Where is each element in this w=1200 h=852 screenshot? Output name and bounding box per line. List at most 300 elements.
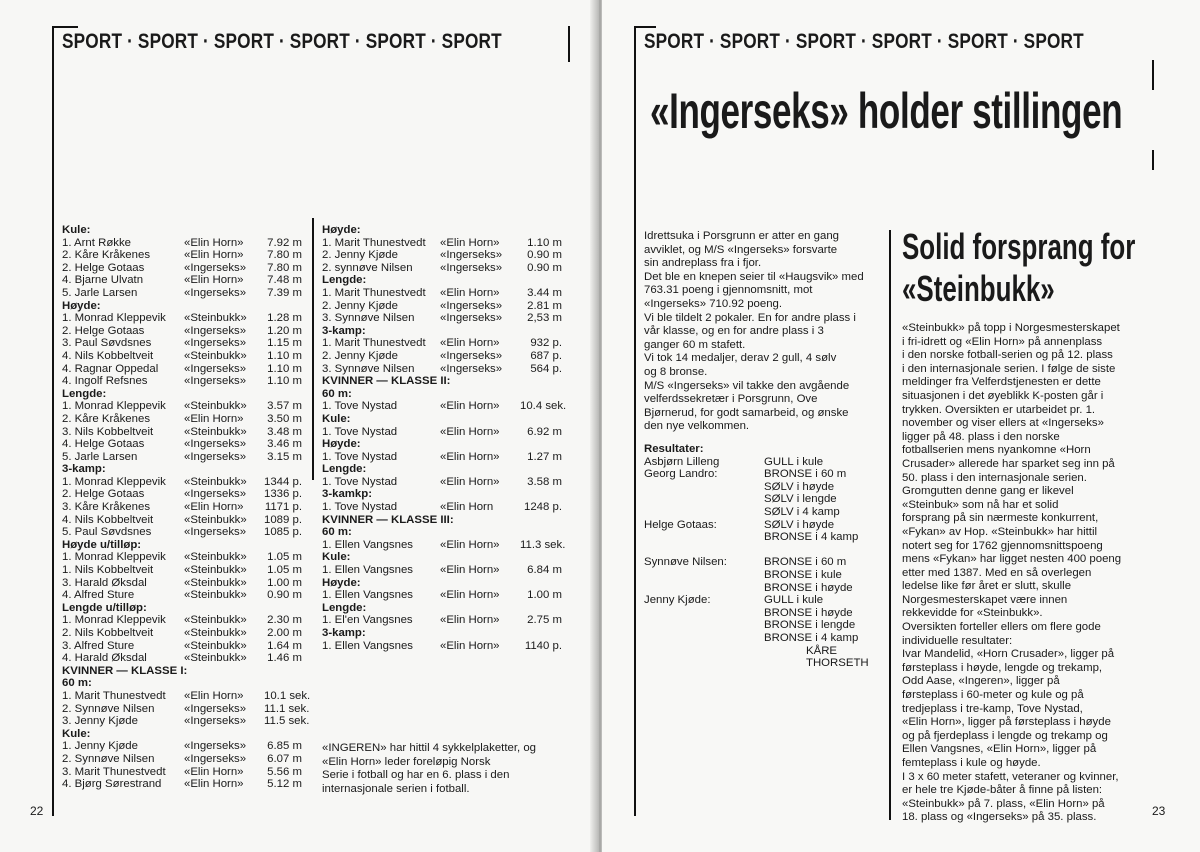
athlete-name: 3. Synnøve Nilsen xyxy=(322,312,415,325)
side-article-line: Crusader» allerede har sparket seg inn på xyxy=(902,457,1115,470)
athlete-name: 2. Synnøve Nilsen xyxy=(62,702,155,715)
team-name: «Steinbukk» xyxy=(184,614,247,627)
results-column-1 xyxy=(62,224,311,791)
result-row xyxy=(322,564,562,577)
medal-result: BRONSE i høyde xyxy=(764,581,853,594)
athlete-name: 1. Monrad Kleppevik xyxy=(62,312,166,325)
side-article-line: forsprang på sin nærmeste konkurrent, xyxy=(902,512,1099,525)
team-name: «Elin Horn» xyxy=(184,501,244,514)
team-name: «Steinbukk» xyxy=(184,349,247,362)
team-name: «Elin Horn» xyxy=(440,475,500,488)
result-value: 3.50 m xyxy=(267,412,302,425)
result-value: 1.28 m xyxy=(267,312,302,325)
section-heading: KVINNER — KLASSE I: xyxy=(62,664,188,677)
article-line: Det ble en knepen seier til «Haugsvik» med xyxy=(644,270,864,283)
team-name: «Ingerseks» xyxy=(184,337,247,350)
side-title-line-2: «Steinbukk» xyxy=(902,268,1055,309)
medal-result: BRONSE i lengde xyxy=(764,619,856,632)
article-line: Vi ble tildelt 2 pokaler. En for andre plass i xyxy=(644,311,856,324)
result-value: 2,53 m xyxy=(527,312,562,325)
result-value: 0.90 m xyxy=(527,249,562,262)
athlete-name: 1. El'en Vangsnes xyxy=(322,614,413,627)
side-article-line: i fri-idrett og «Elin Horn» på annenplass xyxy=(902,335,1103,348)
medal-result: SØLV i høyde xyxy=(764,480,835,493)
result-value: 7.80 m xyxy=(267,261,302,274)
team-name: «Elin Horn» xyxy=(440,538,500,551)
result-row xyxy=(322,640,562,653)
result-row xyxy=(62,740,302,753)
team-name: «Ingerseks» xyxy=(184,702,247,715)
team-name: «Elin Horn» xyxy=(440,639,500,652)
athlete-name: 4. Ragnar Oppedal xyxy=(62,362,159,375)
team-name: «Steinbukk» xyxy=(184,589,247,602)
result-value: 564 p. xyxy=(530,362,562,375)
result-value: 2.00 m xyxy=(267,627,302,639)
medal-result: BRONSE i kule xyxy=(764,568,842,581)
medalist-name: Jenny Kjøde: xyxy=(644,594,711,607)
side-title-line-1: Solid forsprang for xyxy=(902,226,1136,267)
athlete-name: 1. Tove Nystad xyxy=(322,400,398,413)
athlete-name: 2. Kåre Kråkenes xyxy=(62,412,151,425)
team-name: «Elin Horn» xyxy=(184,765,244,778)
athlete-name: 4. Nils Kobbeltveit xyxy=(62,349,154,362)
team-name: «Steinbukk» xyxy=(184,564,247,577)
team-name: «Ingerseks» xyxy=(184,375,247,388)
result-row xyxy=(62,363,302,376)
left-page xyxy=(0,0,598,852)
side-article-line: notert seg for 1762 gjennomsnittspoeng xyxy=(902,539,1103,552)
athlete-name: 2. Jenny Kjøde xyxy=(322,349,398,362)
side-article-line: Gromgutten denne gang er likevel xyxy=(902,485,1074,498)
section-heading: Lengde: xyxy=(62,387,107,400)
result-value: 7.80 m xyxy=(267,249,302,262)
section-heading: 3-kamp: xyxy=(62,463,106,476)
result-row xyxy=(322,538,566,552)
medalist-name xyxy=(644,531,764,544)
result-row xyxy=(62,287,302,300)
medal-row xyxy=(644,506,894,519)
result-value: 1336 p. xyxy=(264,488,303,501)
side-article-line: fotballserien mens nyankomne «Horn xyxy=(902,444,1091,457)
team-name: «Elin Horn» xyxy=(184,274,244,287)
medal-row xyxy=(644,607,894,620)
athlete-name: 3. Kåre Kråkenes xyxy=(62,501,151,514)
result-value: 3.46 m xyxy=(267,438,302,451)
athlete-name: 1. Monrad Kleppevik xyxy=(62,614,166,627)
result-value: 7.48 m xyxy=(267,274,302,287)
team-name: «Elin Horn xyxy=(440,501,494,514)
team-name: «Ingerseks» xyxy=(184,324,247,337)
medalist-name xyxy=(644,481,764,494)
team-name: «Steinbukk» xyxy=(184,312,247,325)
section-heading: Kule: xyxy=(62,727,91,740)
footnote-line: «Elin Horn» leder foreløpig Norsk xyxy=(322,755,491,768)
result-row xyxy=(62,375,302,388)
result-row xyxy=(322,287,562,300)
athlete-name: 1. Ellen Vangsnes xyxy=(322,564,413,577)
result-value: 7.39 m xyxy=(267,286,302,299)
article-headline: «Ingerseks» holder stillingen xyxy=(650,83,1123,139)
athlete-name: 4. Ingolf Refsnes xyxy=(62,375,148,388)
result-value: 1085 p. xyxy=(264,526,303,539)
section-heading: 60 m: xyxy=(322,526,352,539)
team-name: «Ingerseks» xyxy=(184,438,247,451)
team-name: «Steinbukk» xyxy=(184,627,247,639)
left-border-line xyxy=(52,26,54,816)
team-name: «Ingerseks» xyxy=(184,450,247,463)
result-row xyxy=(322,614,562,627)
athlete-name: 3. Alfred Sture xyxy=(62,639,135,652)
team-name: «Elin Horn» xyxy=(440,286,500,299)
medal-result: BRONSE i høyde xyxy=(764,606,853,619)
team-name: «Elin Horn» xyxy=(440,236,500,249)
result-row xyxy=(62,589,302,602)
side-article-line: i den internasjonale serien. I følge de siste xyxy=(902,362,1116,375)
section-heading: Høyde u/tilløp: xyxy=(62,538,142,551)
side-article-line: «Elin Horn», ligger på førsteplass i høyde xyxy=(902,716,1111,729)
side-article-line: førsteplass i høyde, lengde og trekamp, xyxy=(902,661,1103,674)
side-article-line: «Steinbukk» på topp i Norgesmesterskapet xyxy=(902,322,1120,334)
result-row xyxy=(62,689,311,703)
side-article-title xyxy=(902,226,1135,310)
result-value: 1.10 m xyxy=(527,236,562,249)
results-list xyxy=(644,456,894,645)
athlete-name: 2. synnøve Nilsen xyxy=(322,261,413,274)
article-line: sin andreplass fra i fjor. xyxy=(644,257,762,270)
athlete-name: 1. Monrad Kleppevik xyxy=(62,475,166,488)
athlete-name: 5. Jarle Larsen xyxy=(62,286,138,299)
athlete-name: 3. Jenny Kjøde xyxy=(62,715,138,728)
section-heading: KVINNER — KLASSE III: xyxy=(322,513,454,526)
section-heading: Høyde: xyxy=(322,576,361,589)
result-row xyxy=(62,400,302,413)
medalist-name xyxy=(644,544,764,557)
side-article-line: rekkevidde for «Steinbukk». xyxy=(902,607,1043,620)
section-heading: Lengde: xyxy=(322,274,367,287)
result-value: 5.56 m xyxy=(267,765,302,778)
right-page xyxy=(602,0,1200,852)
article-line: vår klasse, og en for andre plass i 3 xyxy=(644,325,824,338)
section-header: SPORT · SPORT · SPORT · SPORT · SPORT · SPORT xyxy=(644,30,1084,53)
section-heading: Lengde u/tilløp: xyxy=(62,601,147,614)
side-article-line: meldinger fra Velferdstjenesten er dette xyxy=(902,376,1101,389)
result-value: 3.44 m xyxy=(527,286,562,299)
result-row xyxy=(62,551,302,564)
medal-result: BRONSE i 60 m xyxy=(764,468,847,481)
section-heading: 3-kamkp: xyxy=(322,488,373,501)
result-value: 10.4 sek. xyxy=(520,400,567,413)
article-line: Idrettsuka i Porsgrunn er atter en gang xyxy=(644,230,840,242)
medal-row xyxy=(644,632,894,645)
result-value: 3.15 m xyxy=(267,450,302,463)
medal-result: BRONSE i 4 kamp xyxy=(764,531,859,544)
article-line: avviklet, og M/S «Ingerseks» forsvarte xyxy=(644,243,838,256)
athlete-name: 2. Jenny Kjøde xyxy=(322,249,398,262)
footnote-line: «INGEREN» har hittil 4 sykkelplaketter, og xyxy=(322,742,536,754)
result-value: 1.27 m xyxy=(527,450,562,463)
team-name: «Ingerseks» xyxy=(440,299,503,312)
medalist-name xyxy=(644,619,764,632)
section-heading: Høyde: xyxy=(322,438,361,451)
section-header: SPORT · SPORT · SPORT · SPORT · SPORT · SPORT xyxy=(62,30,502,53)
team-name: «Ingerseks» xyxy=(184,261,247,274)
team-name: «Elin Horn» xyxy=(184,689,244,702)
team-name: «Steinbukk» xyxy=(184,576,247,589)
team-name: «Elin Horn» xyxy=(184,778,244,791)
side-article-line: er hele tre Kjøde-båter å finne på listen: xyxy=(902,784,1103,797)
medal-row xyxy=(644,481,894,494)
athlete-name: 2. Helge Gotaas xyxy=(62,324,145,337)
side-article-line: trykken. Oversikten er utarbeidet pr. 1. xyxy=(902,403,1096,416)
result-row xyxy=(322,249,562,262)
medalist-name xyxy=(644,607,764,620)
side-article-line: i den norske fotball-serien og på 12. plass xyxy=(902,349,1113,362)
medal-row xyxy=(644,594,894,607)
result-value: 1140 p. xyxy=(524,639,562,652)
result-row xyxy=(62,526,302,539)
article-line: og 8 bronse. xyxy=(644,365,708,378)
side-article-line: tredjeplass i tre-kamp, Tove Nystad, xyxy=(902,702,1083,715)
result-row xyxy=(62,614,302,627)
result-row xyxy=(62,249,302,262)
result-row xyxy=(322,451,562,464)
athlete-name: 1. Ellen Vangsnes xyxy=(322,538,413,551)
header-right-rule xyxy=(1152,60,1154,90)
footnote-line: internasjonale serien i fotball. xyxy=(322,782,470,795)
result-row xyxy=(62,501,302,514)
athlete-name: 2. Helge Gotaas xyxy=(62,261,145,274)
footnote xyxy=(322,742,536,796)
result-row xyxy=(62,488,302,501)
team-name: «Ingerseks» xyxy=(440,249,503,262)
team-name: «Steinbukk» xyxy=(184,513,247,526)
result-row xyxy=(62,640,302,653)
result-value: 11.3 sek. xyxy=(520,538,566,551)
result-value: 10.1 sek. xyxy=(264,689,311,702)
section-heading: 60 m: xyxy=(62,677,92,690)
team-name: «Ingerseks» xyxy=(184,362,247,375)
side-article-line: situasjonen i det øyeblikk K-posten går i xyxy=(902,389,1104,402)
result-row xyxy=(322,476,562,489)
section-heading: Lengde: xyxy=(322,601,367,614)
athlete-name: 2. Jenny Kjøde xyxy=(322,299,398,312)
side-article-line: førsteplass i 60-meter og kule og på xyxy=(902,689,1084,702)
side-article-line: 18. plass og «Ingerseks» på 35. plass. xyxy=(902,811,1097,824)
result-row xyxy=(62,715,310,728)
team-name: «Ingerseks» xyxy=(440,349,503,362)
result-value: 5.12 m xyxy=(267,778,302,791)
result-value: 11.5 sek. xyxy=(264,715,310,728)
athlete-name: 2. Nils Kobbeltveit xyxy=(62,627,154,639)
results-title: Resultater: xyxy=(644,443,704,455)
result-row xyxy=(62,262,302,275)
article-line: M/S «Ingerseks» vil takke den avgående xyxy=(644,379,850,392)
result-row xyxy=(62,476,302,489)
team-name: «Ingerseks» xyxy=(184,715,247,728)
athlete-name: 1. Nils Kobbeltveit xyxy=(62,564,154,577)
result-row xyxy=(62,766,302,779)
article-line: den nye velkommen. xyxy=(644,420,750,433)
side-article-line: Odd Aase, «Ingeren», ligger på xyxy=(902,675,1060,688)
article-body xyxy=(644,230,864,434)
athlete-name: 4. Harald Øksdal xyxy=(62,652,147,665)
medal-result: SØLV i lengde xyxy=(764,493,837,506)
result-row xyxy=(62,451,302,464)
section-heading: Kule: xyxy=(322,551,351,564)
side-article-line: ledelse like før året er slutt, skulle xyxy=(902,580,1072,593)
result-value: 1.10 m xyxy=(267,349,302,362)
side-article-line: Oversikten forteller ellers om flere gode xyxy=(902,621,1101,634)
athlete-name: 3. Synnøve Nilsen xyxy=(322,362,415,375)
result-row xyxy=(62,312,302,325)
result-row xyxy=(62,426,302,439)
side-article-line: «Steinbukk» på 7. plass, «Elin Horn» på xyxy=(902,797,1105,810)
result-value: 2.30 m xyxy=(267,614,302,627)
medalist-name: Georg Landro: xyxy=(644,468,718,481)
result-value: 1248 p. xyxy=(523,501,562,514)
team-name: «Elin Horn» xyxy=(184,249,244,262)
athlete-name: 1. Monrad Kleppevik xyxy=(62,400,166,413)
result-row xyxy=(322,400,567,413)
team-name: «Elin Horn» xyxy=(184,236,244,249)
medal-row xyxy=(644,619,894,632)
medal-row xyxy=(644,519,894,532)
medal-row xyxy=(644,569,894,582)
result-value: 3.58 m xyxy=(527,475,562,488)
right-border-line xyxy=(634,26,636,816)
article-line: 763.31 poeng i gjennomsnitt, mot xyxy=(644,284,813,297)
team-name: «Ingerseks» xyxy=(184,752,247,765)
medal-result: BRONSE i 60 m xyxy=(764,556,847,569)
team-name: «Ingerseks» xyxy=(184,488,247,501)
result-value: 2.81 m xyxy=(527,299,562,312)
medal-row xyxy=(644,456,894,469)
result-value: 11.1 sek. xyxy=(264,702,310,715)
headline-rule xyxy=(1152,150,1154,170)
medalist-name xyxy=(644,632,764,645)
result-row xyxy=(62,702,310,716)
athlete-name: 1. Ellen Vangsnes xyxy=(322,639,413,652)
athlete-name: 5. Jarle Larsen xyxy=(62,450,138,463)
result-value: 1.05 m xyxy=(267,564,302,577)
result-value: 1089 p. xyxy=(264,513,303,526)
team-name: «Ingerseks» xyxy=(440,261,503,274)
result-row xyxy=(322,426,562,439)
result-value: 687 p. xyxy=(530,349,562,362)
athlete-name: 3. Nils Kobbeltveit xyxy=(62,425,154,438)
medalist-name: Synnøve Nilsen: xyxy=(644,556,727,569)
result-row xyxy=(62,337,302,350)
section-heading: Høyde: xyxy=(322,224,361,236)
team-name: «Elin Horn» xyxy=(440,425,500,438)
team-name: «Steinbukk» xyxy=(184,652,247,665)
athlete-name: 4. Alfred Sture xyxy=(62,589,135,602)
medal-result: BRONSE i 4 kamp xyxy=(764,631,859,644)
results-block xyxy=(644,443,894,670)
side-article-line: Ivar Mandelid, «Horn Crusader», ligger på xyxy=(902,648,1115,661)
athlete-name: 1. Marit Thunestvedt xyxy=(322,236,426,249)
team-name: «Elin Horn» xyxy=(440,337,500,350)
result-value: 7.92 m xyxy=(267,236,302,249)
athlete-name: 2. Kåre Kråkenes xyxy=(62,249,151,262)
result-value: 1.00 m xyxy=(527,589,562,602)
section-heading: Lengde: xyxy=(322,463,367,476)
team-name: «Elin Horn» xyxy=(440,450,500,463)
result-value: 1.10 m xyxy=(267,362,302,375)
side-article-line: og på fjerdeplass i lengde og trekamp og xyxy=(902,729,1108,742)
athlete-name: 1. Tove Nystad xyxy=(322,501,398,514)
result-value: 1344 p. xyxy=(264,475,303,488)
section-heading: KVINNER — KLASSE II: xyxy=(322,375,451,388)
team-name: «Elin Horn» xyxy=(440,614,500,627)
athlete-name: 2. Synnøve Nilsen xyxy=(62,752,155,765)
results-column-2 xyxy=(322,224,567,652)
result-row xyxy=(62,274,302,287)
team-name: «Steinbukk» xyxy=(184,400,247,413)
athlete-name: 1. Tove Nystad xyxy=(322,425,398,438)
result-value: 1.15 m xyxy=(267,337,302,350)
side-article-line: ligger på 48. plass i den norske xyxy=(902,430,1060,443)
medalist-name xyxy=(644,506,764,519)
result-row xyxy=(322,337,562,350)
athlete-name: 1. Marit Thunestvedt xyxy=(62,689,166,702)
athlete-name: 3. Marit Thunestvedt xyxy=(62,765,166,778)
side-article-line: Norgesmesterskapet være innen xyxy=(902,593,1068,606)
athlete-name: 4. Helge Gotaas xyxy=(62,438,145,451)
author-name: KÅRE THORSETH xyxy=(806,644,869,670)
team-name: «Steinbukk» xyxy=(184,639,247,652)
result-value: 6.92 m xyxy=(527,425,562,438)
side-article-line: 50. plass i den internasjonale serien. xyxy=(902,471,1087,484)
result-row xyxy=(322,300,562,313)
team-name: «Steinbukk» xyxy=(184,551,247,564)
result-row xyxy=(62,237,302,250)
result-row xyxy=(62,413,302,426)
result-value: 1.20 m xyxy=(267,324,302,337)
header-right-rule xyxy=(568,26,570,62)
result-row xyxy=(62,627,302,640)
result-row xyxy=(322,237,562,250)
side-article-line: I 3 x 60 meter stafett, veteraner og kvinner, xyxy=(902,770,1119,783)
column-divider xyxy=(312,218,314,480)
section-heading: Høyde: xyxy=(62,299,101,312)
result-row xyxy=(322,363,562,376)
athlete-name: 4. Bjørg Sørestrand xyxy=(62,778,162,791)
side-article-line: «Fykan» av Hop. «Steinbukk» har hittil xyxy=(902,525,1098,538)
athlete-name: 3. Harald Øksdal xyxy=(62,576,147,589)
side-article-line: femteplass i kule og høyde. xyxy=(902,757,1041,769)
team-name: «Elin Horn» xyxy=(184,412,244,425)
result-value: 2.75 m xyxy=(527,614,562,627)
result-row xyxy=(62,753,302,766)
team-name: «Steinbukk» xyxy=(184,475,247,488)
team-name: «Ingerseks» xyxy=(184,740,247,753)
result-value: 3.57 m xyxy=(267,400,302,413)
medalist-name: Asbjørn Lilleng xyxy=(644,455,720,468)
medal-row xyxy=(644,556,894,569)
medalist-name xyxy=(644,493,764,506)
result-value: 0.90 m xyxy=(267,589,302,602)
athlete-name: 1. Monrad Kleppevik xyxy=(62,551,166,564)
athlete-name: 1. Marit Thunestvedt xyxy=(322,337,426,350)
article-line: ganger 60 m stafett. xyxy=(644,338,746,351)
side-article-line: mens «Fykan» har ligget nesten 400 poeng xyxy=(902,553,1122,566)
athlete-name: 1. Tove Nystad xyxy=(322,450,398,463)
athlete-name: 5. Paul Søvdsnes xyxy=(62,526,152,539)
result-value: 6.07 m xyxy=(267,752,302,765)
side-article-line: november og viser ellers at «Ingerseks» xyxy=(902,417,1104,430)
result-value: 1.46 m xyxy=(267,652,302,665)
